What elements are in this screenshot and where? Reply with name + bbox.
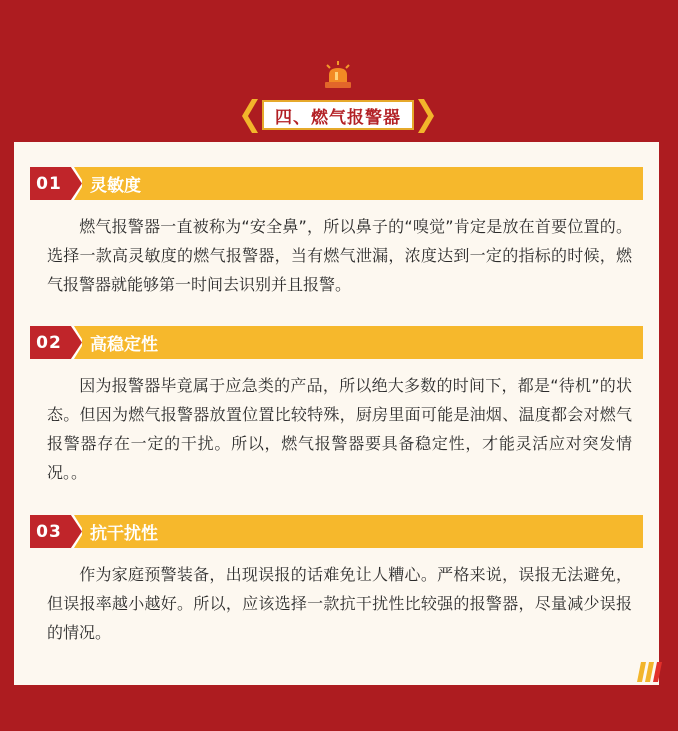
- bracket-left-icon: [240, 97, 260, 135]
- section-heading: 高稳定性: [74, 326, 643, 359]
- section-heading: 灵敏度: [74, 167, 643, 200]
- section-text: 作为家庭预警装备，出现误报的话难免让人糟心。严格来说，误报无法避免，但误报率越小越好。所以，应该选择一款抗干扰性比较强的报警器，尽量减少误报的情况。: [47, 565, 632, 642]
- section-text: 因为报警器毕竟属于应急类的产品，所以绝大多数的时间下，都是“待机”的状态。但因为燃气报警器放置位置比较特殊，厨房里面可能是油烟、温度都会对燃气报警器存在一定的干扰。所以，燃气报警器要具备稳定性，才能灵活应对突发情况。。: [47, 376, 632, 482]
- content-card: [14, 142, 659, 685]
- section-heading: 抗干扰性: [74, 515, 643, 548]
- bracket-right-icon: [416, 97, 436, 135]
- page-title: 四、燃气报警器: [262, 100, 414, 130]
- section-header: [14, 515, 659, 548]
- section-number: 03: [30, 515, 68, 548]
- section-stability: [14, 326, 659, 487]
- title-banner: [240, 97, 436, 135]
- section-text: 燃气报警器一直被称为“安全鼻”，所以鼻子的“嗅觉”肯定是放在首要位置的。选择一款高灵敏度的燃气报警器，当有燃气泄漏，浓度达到一定的指标的时候，燃气报警器就能够第一时间去识别并且报警。: [47, 217, 632, 294]
- arrow-right-icon: [68, 167, 82, 200]
- stripes-decoration-icon: [637, 662, 663, 682]
- section-header: [14, 326, 659, 359]
- section-number: 01: [30, 167, 68, 200]
- arrow-right-icon: [68, 326, 82, 359]
- section-sensitivity: [14, 167, 659, 299]
- section-header: [14, 167, 659, 200]
- alarm-siren-icon: [321, 60, 355, 90]
- arrow-right-icon: [68, 515, 82, 548]
- section-number: 02: [30, 326, 68, 359]
- section-anti-interference: [14, 515, 659, 647]
